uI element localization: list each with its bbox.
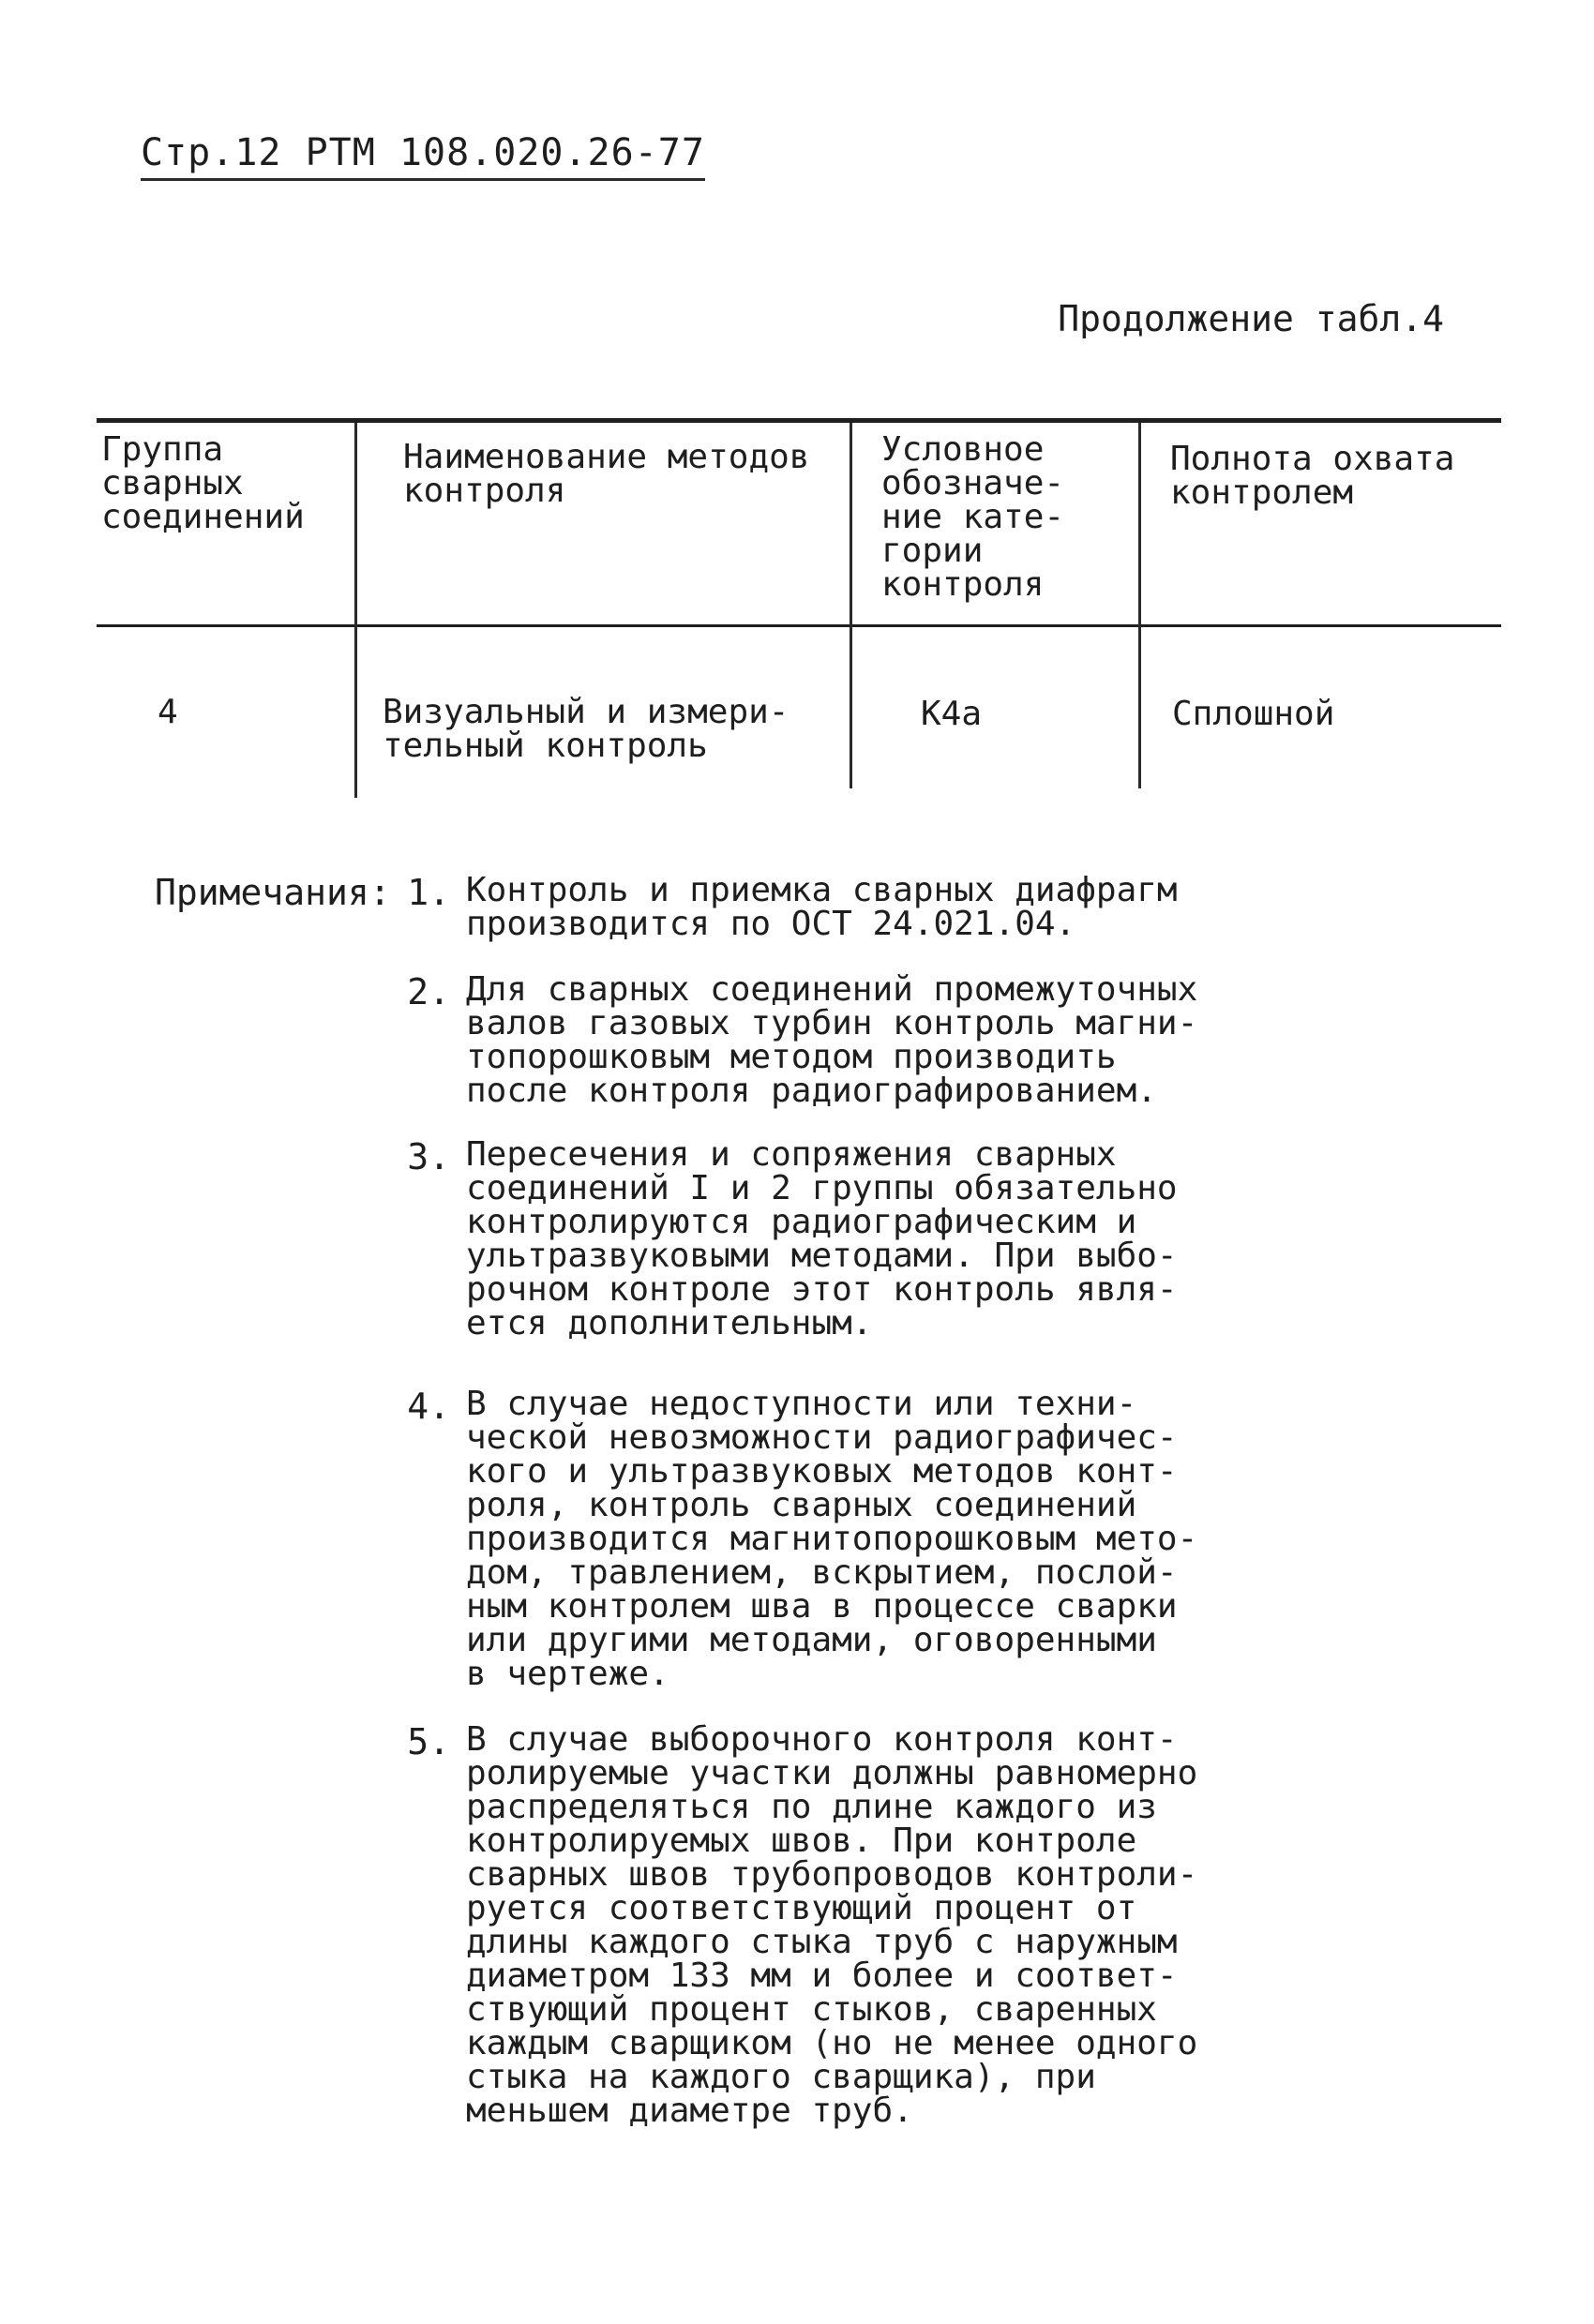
table-caption: Продолжение табл.4	[1058, 298, 1444, 339]
note-text: Для сварных соединений промежуточных валов газовых турбин контроль магни- топорошковым методом производить после контроля радиографированием.	[466, 970, 1198, 1110]
note-text: В случае недоступности или техни- ческой невозможности радиографичес- кого и ультразвуковых методов конт- роля, контроль сварных соединений производится магнитопорошковым мето- дом, травлением, вскрытием, послой- ным контролем шва в процессе сварки или другими методами, оговоренными в чертеже.	[466, 1385, 1198, 1693]
note-number: 5.	[407, 1721, 450, 1762]
column-header-group: Группа сварных соединений	[101, 430, 305, 536]
column-header-method: Наименование методов контроля	[403, 438, 810, 510]
note-text: Контроль и приемка сварных диафрагм производится по ОСТ 24.021.04.	[466, 871, 1178, 943]
note-text: Пересечения и сопряжения сварных соединений I и 2 группы обязательно контролируются радиографическим и ультразвуковыми методами. При выбо- рочном контроле этот контроль явля- ется дополнительным.	[466, 1135, 1178, 1342]
notes-label: Примечания:	[155, 872, 391, 913]
note-number: 1.	[407, 872, 450, 913]
column-header-coverage: Полнота охвата контролем	[1170, 440, 1455, 512]
note-number: 3.	[407, 1136, 450, 1177]
table-cell-method: Визуальный и измери- тельный контроль	[383, 693, 789, 765]
column-header-category: Условное обозначе- ние кате- гории контроля	[881, 430, 1065, 604]
table-header-rule	[97, 624, 1501, 627]
table-column-divider	[1138, 423, 1141, 788]
note-number: 4.	[407, 1386, 450, 1427]
note-number: 2.	[407, 971, 450, 1012]
table-cell-coverage: Сплошной	[1172, 695, 1335, 733]
page-header: Стр.12 РТМ 108.020.26-77	[141, 131, 705, 181]
note-text: В случае выборочного контроля конт- ролируемые участки должны равномерно распределяться по длине каждого из контролируемых швов. При контроле сварных швов трубопроводов контроли- руется соответствующий процент от длины каждого стыка труб с наружным диаметром 133 мм и более и соответ- ствующий процент стыков, сваренных каждым сварщиком (но не менее одного стыка на каждого сварщика), при меньшем диаметре труб.	[466, 1720, 1198, 2130]
table-column-divider	[354, 423, 357, 798]
table-cell-group: 4	[158, 693, 178, 731]
table-top-rule	[97, 418, 1501, 423]
table-column-divider	[850, 423, 852, 788]
table-cell-category: К4а	[921, 695, 983, 733]
